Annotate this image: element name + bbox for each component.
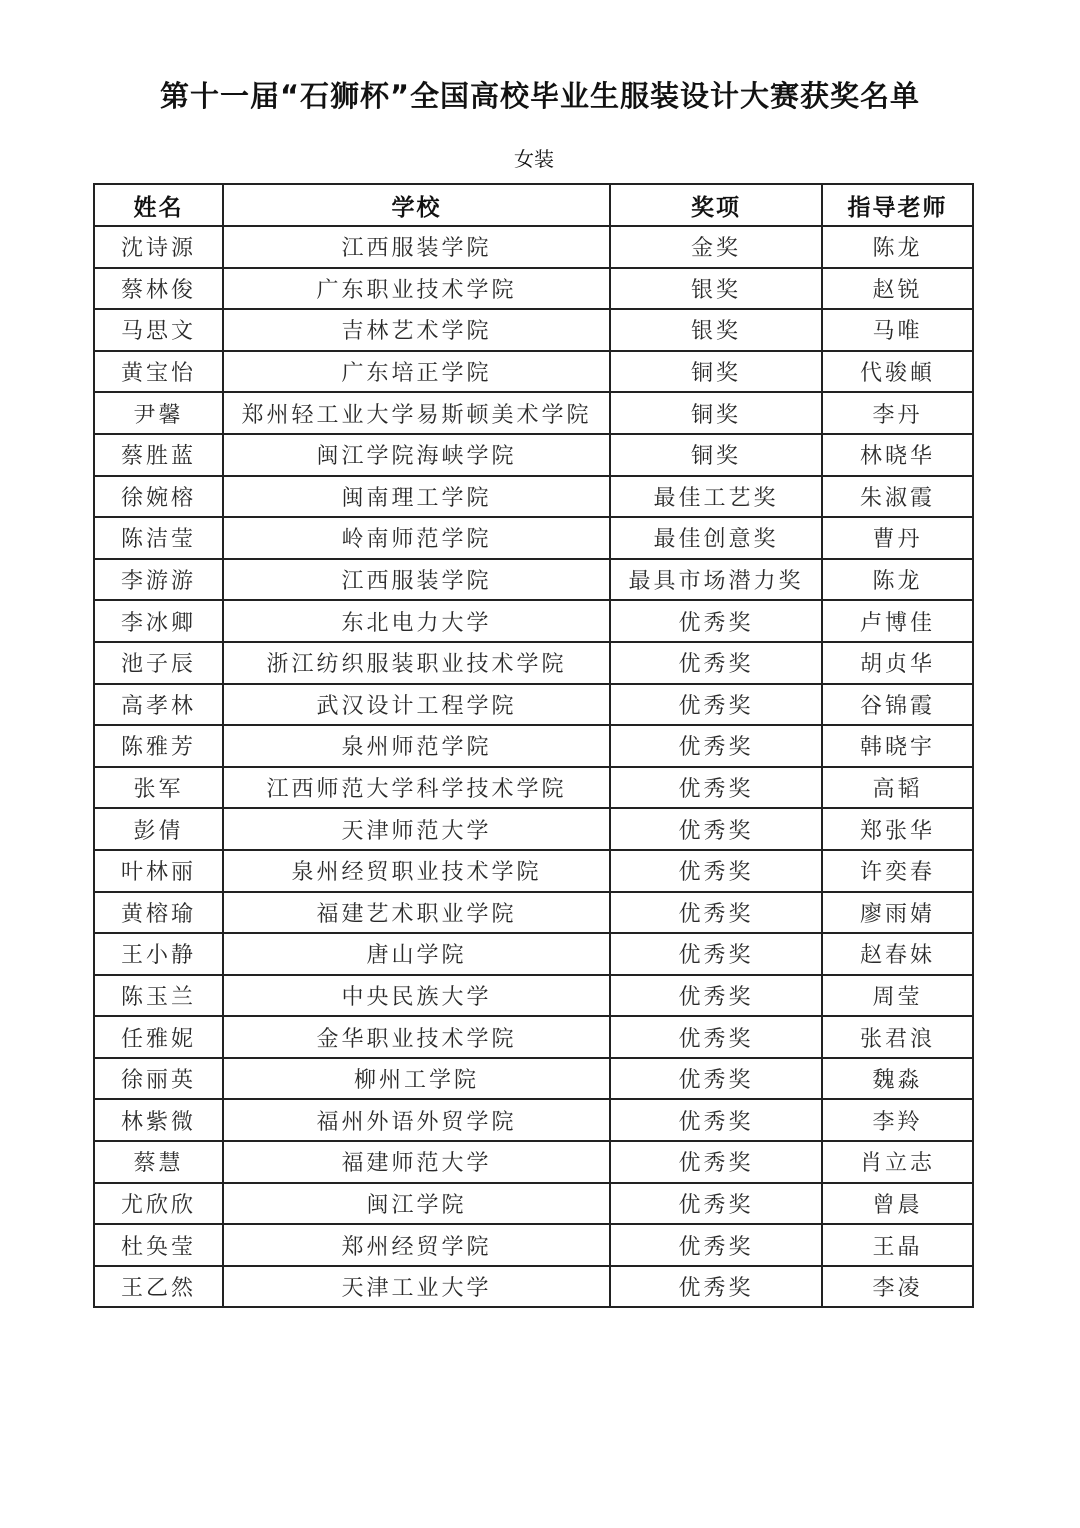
table-row (94, 933, 973, 975)
cell-school: 郑州轻工业大学易斯顿美术学院 (223, 392, 610, 434)
cell-school: 浙江纺织服装职业技术学院 (223, 642, 610, 684)
cell-teacher: 郑张华 (822, 808, 973, 850)
header-teacher: 指导老师 (822, 184, 973, 226)
cell-teacher: 廖雨婧 (822, 892, 973, 934)
cell-name: 杜奂莹 (94, 1224, 223, 1266)
cell-name: 尤欣欣 (94, 1183, 223, 1225)
cell-name: 尹馨 (94, 392, 223, 434)
table-row (94, 642, 973, 684)
cell-award: 最具市场潜力奖 (610, 559, 822, 601)
cell-school: 武汉设计工程学院 (223, 684, 610, 726)
cell-school: 闽江学院 (223, 1183, 610, 1225)
cell-teacher: 朱淑霞 (822, 476, 973, 518)
table-row (94, 1183, 973, 1225)
cell-school: 福建师范大学 (223, 1141, 610, 1183)
cell-school: 福州外语外贸学院 (223, 1099, 610, 1141)
cell-school: 柳州工学院 (223, 1058, 610, 1100)
cell-school: 岭南师范学院 (223, 517, 610, 559)
cell-school: 金华职业技术学院 (223, 1016, 610, 1058)
cell-award: 优秀奖 (610, 1016, 822, 1058)
cell-school: 泉州师范学院 (223, 725, 610, 767)
cell-teacher: 卢博佳 (822, 600, 973, 642)
header-name: 姓名 (94, 184, 223, 226)
cell-award: 优秀奖 (610, 1099, 822, 1141)
table-row (94, 1224, 973, 1266)
cell-award: 优秀奖 (610, 767, 822, 809)
cell-school: 闽南理工学院 (223, 476, 610, 518)
header-school: 学校 (223, 184, 610, 226)
cell-name: 王乙然 (94, 1266, 223, 1308)
cell-name: 蔡胜蓝 (94, 434, 223, 476)
cell-award: 金奖 (610, 226, 822, 268)
cell-award: 最佳工艺奖 (610, 476, 822, 518)
cell-school: 福建艺术职业学院 (223, 892, 610, 934)
table-row (94, 1141, 973, 1183)
cell-award: 最佳创意奖 (610, 517, 822, 559)
cell-teacher: 魏淼 (822, 1058, 973, 1100)
cell-name: 陈雅芳 (94, 725, 223, 767)
cell-award: 优秀奖 (610, 975, 822, 1017)
cell-teacher: 李凌 (822, 1266, 973, 1308)
cell-award: 优秀奖 (610, 808, 822, 850)
table-header-row (94, 184, 973, 226)
cell-school: 广东职业技术学院 (223, 268, 610, 310)
header-award: 奖项 (610, 184, 822, 226)
cell-name: 陈玉兰 (94, 975, 223, 1017)
table-row (94, 1099, 973, 1141)
table-row (94, 684, 973, 726)
cell-teacher: 曾晨 (822, 1183, 973, 1225)
cell-award: 优秀奖 (610, 1183, 822, 1225)
table-row (94, 268, 973, 310)
cell-name: 马思文 (94, 309, 223, 351)
category-label: 女装 (514, 147, 554, 171)
cell-award: 优秀奖 (610, 725, 822, 767)
cell-name: 池子辰 (94, 642, 223, 684)
cell-teacher: 周莹 (822, 975, 973, 1017)
award-table (93, 183, 974, 1308)
table-row (94, 975, 973, 1017)
cell-teacher: 赵锐 (822, 268, 973, 310)
cell-name: 王小静 (94, 933, 223, 975)
table-row (94, 226, 973, 268)
cell-award: 铜奖 (610, 392, 822, 434)
cell-teacher: 李羚 (822, 1099, 973, 1141)
cell-name: 彭倩 (94, 808, 223, 850)
table-row (94, 309, 973, 351)
table-row (94, 559, 973, 601)
cell-award: 优秀奖 (610, 1224, 822, 1266)
cell-award: 优秀奖 (610, 642, 822, 684)
cell-school: 广东培正学院 (223, 351, 610, 393)
cell-school: 中央民族大学 (223, 975, 610, 1017)
cell-name: 沈诗源 (94, 226, 223, 268)
cell-award: 银奖 (610, 268, 822, 310)
cell-school: 吉林艺术学院 (223, 309, 610, 351)
cell-teacher: 胡贞华 (822, 642, 973, 684)
cell-teacher: 赵春妹 (822, 933, 973, 975)
cell-name: 黄宝怡 (94, 351, 223, 393)
table-row (94, 476, 973, 518)
table-row (94, 600, 973, 642)
table-body (94, 226, 973, 1307)
cell-award: 优秀奖 (610, 933, 822, 975)
cell-teacher: 马唯 (822, 309, 973, 351)
cell-teacher: 陈龙 (822, 559, 973, 601)
cell-teacher: 肖立志 (822, 1141, 973, 1183)
cell-name: 高孝林 (94, 684, 223, 726)
cell-name: 蔡林俊 (94, 268, 223, 310)
cell-award: 铜奖 (610, 351, 822, 393)
cell-teacher: 林晓华 (822, 434, 973, 476)
cell-school: 江西服装学院 (223, 226, 610, 268)
cell-name: 李冰卿 (94, 600, 223, 642)
cell-award: 优秀奖 (610, 850, 822, 892)
cell-teacher: 韩晓宇 (822, 725, 973, 767)
table-row (94, 767, 973, 809)
table-row (94, 392, 973, 434)
cell-name: 蔡慧 (94, 1141, 223, 1183)
cell-school: 泉州经贸职业技术学院 (223, 850, 610, 892)
table-row (94, 850, 973, 892)
table-row (94, 1058, 973, 1100)
cell-school: 江西服装学院 (223, 559, 610, 601)
cell-school: 闽江学院海峡学院 (223, 434, 610, 476)
table-row (94, 517, 973, 559)
cell-award: 优秀奖 (610, 1058, 822, 1100)
cell-name: 徐婉榕 (94, 476, 223, 518)
cell-award: 优秀奖 (610, 1141, 822, 1183)
cell-name: 林紫微 (94, 1099, 223, 1141)
document-title: 第十一届“石狮杯”全国高校毕业生服装设计大赛获奖名单 (159, 79, 921, 113)
cell-teacher: 谷锦霞 (822, 684, 973, 726)
table-row (94, 725, 973, 767)
cell-award: 优秀奖 (610, 892, 822, 934)
table-row (94, 892, 973, 934)
cell-name: 李游游 (94, 559, 223, 601)
cell-award: 银奖 (610, 309, 822, 351)
cell-teacher: 陈龙 (822, 226, 973, 268)
table-row (94, 808, 973, 850)
cell-award: 优秀奖 (610, 684, 822, 726)
cell-name: 张军 (94, 767, 223, 809)
cell-school: 郑州经贸学院 (223, 1224, 610, 1266)
cell-name: 任雅妮 (94, 1016, 223, 1058)
cell-teacher: 王晶 (822, 1224, 973, 1266)
cell-school: 天津工业大学 (223, 1266, 610, 1308)
cell-teacher: 张君浪 (822, 1016, 973, 1058)
cell-teacher: 曹丹 (822, 517, 973, 559)
cell-school: 唐山学院 (223, 933, 610, 975)
cell-award: 优秀奖 (610, 1266, 822, 1308)
table-row (94, 351, 973, 393)
cell-school: 江西师范大学科学技术学院 (223, 767, 610, 809)
cell-name: 黄榕瑜 (94, 892, 223, 934)
cell-teacher: 许奕春 (822, 850, 973, 892)
cell-award: 优秀奖 (610, 600, 822, 642)
table-row (94, 434, 973, 476)
table-row (94, 1016, 973, 1058)
cell-school: 天津师范大学 (223, 808, 610, 850)
cell-name: 叶林丽 (94, 850, 223, 892)
table-row (94, 1266, 973, 1308)
cell-teacher: 李丹 (822, 392, 973, 434)
cell-name: 陈洁莹 (94, 517, 223, 559)
cell-award: 铜奖 (610, 434, 822, 476)
cell-school: 东北电力大学 (223, 600, 610, 642)
cell-teacher: 代骏頔 (822, 351, 973, 393)
cell-name: 徐丽英 (94, 1058, 223, 1100)
cell-teacher: 高韬 (822, 767, 973, 809)
